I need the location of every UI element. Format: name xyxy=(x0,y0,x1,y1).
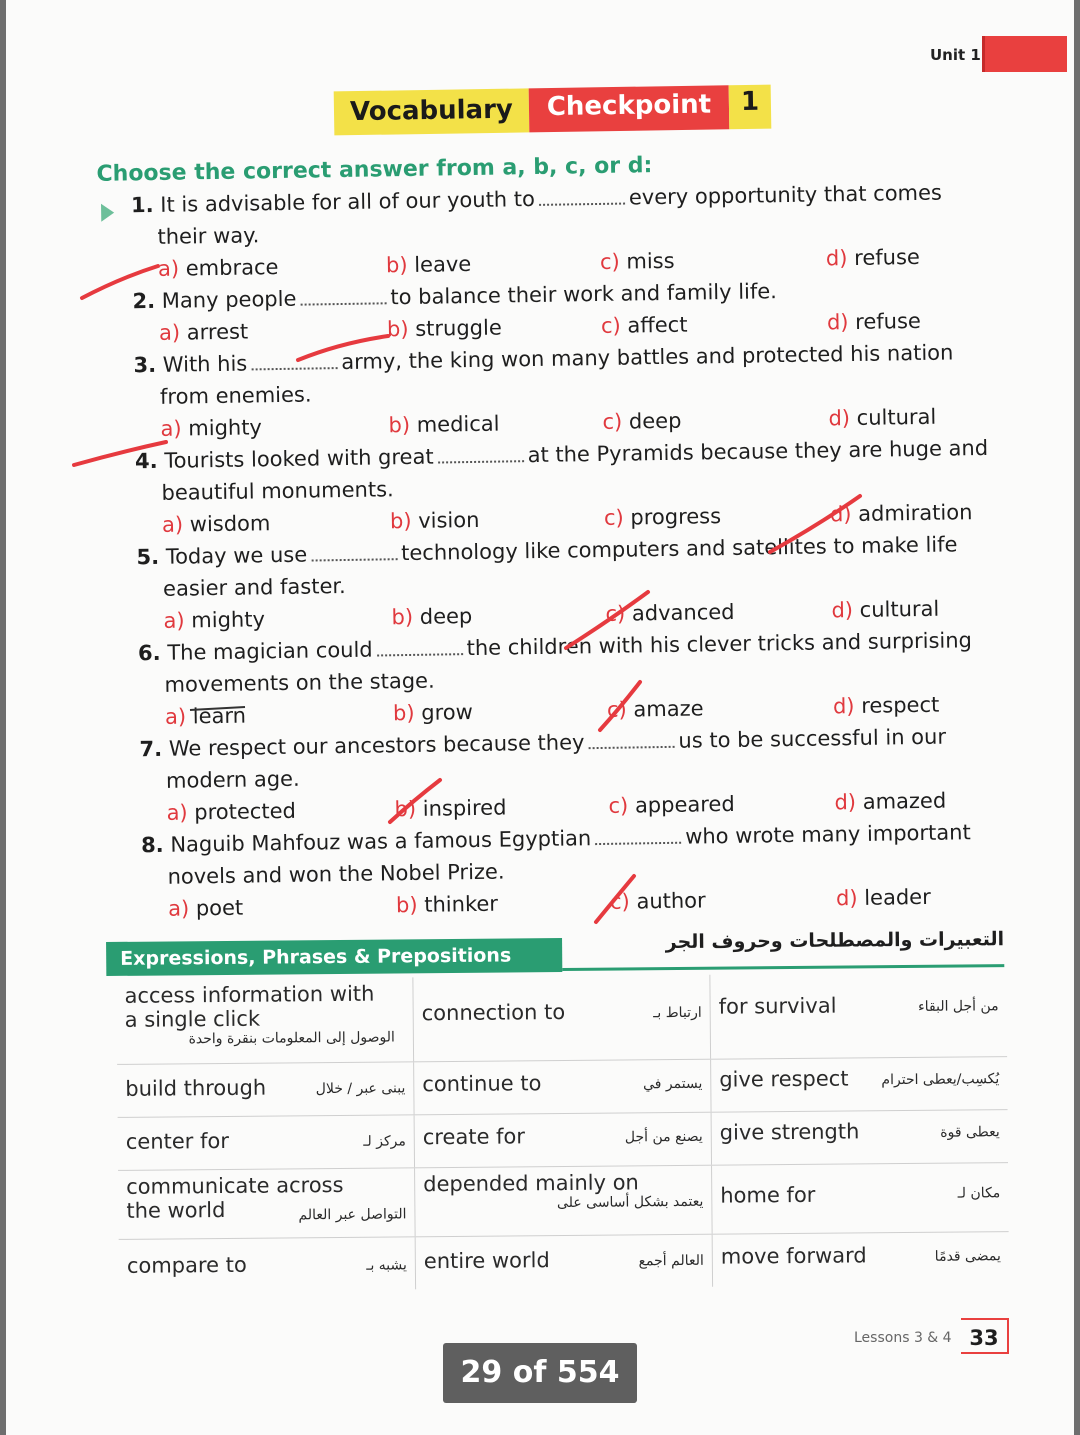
option-5a[interactable]: a) mighty xyxy=(163,607,266,633)
option-1b[interactable]: b) leave xyxy=(385,251,472,278)
option-4d[interactable]: d) admiration xyxy=(829,500,973,527)
option-7c[interactable]: c) appeared xyxy=(608,791,735,818)
question-1: 1. It is advisable for all of our youth to every opportunity that comes xyxy=(130,180,943,218)
option-8a[interactable]: a) poet xyxy=(167,895,244,921)
expr-cell: center for مركز لـ xyxy=(118,1115,415,1170)
expr-cell: home for مكان لـ xyxy=(720,1182,1001,1208)
option-7d[interactable]: d) amazed xyxy=(834,788,947,815)
question-7-cont: modern age. xyxy=(165,766,300,793)
question-8: 8. Naguib Mahfouz was a famous Egyptian who wrote many important xyxy=(140,820,971,858)
expr-cell: create for يصنع من أجل xyxy=(415,1113,712,1168)
question-6-cont: movements on the stage. xyxy=(164,668,435,697)
question-5-cont: easier and faster. xyxy=(162,573,346,601)
instructions: Choose the correct answer from a, b, c, or d: xyxy=(96,153,653,187)
option-5d[interactable]: d) cultural xyxy=(831,596,940,623)
expressions-heading-ar: التعبيرات والمصطلحات وحروف الجر xyxy=(665,928,1005,954)
option-8d[interactable]: d) leader xyxy=(835,884,931,911)
table-row xyxy=(118,1110,1008,1171)
expr-cell: give strength يعطى قوة xyxy=(719,1119,1000,1145)
option-7b[interactable]: b) inspired xyxy=(394,795,507,822)
question-3: 3. With his army, the king won many battles and protected his nation xyxy=(133,340,954,378)
expressions-heading: Expressions, Phrases & Prepositions xyxy=(106,938,562,976)
expressions-section xyxy=(106,928,1009,1306)
option-2a[interactable]: a) arrest xyxy=(158,319,249,345)
option-4a[interactable]: a) wisdom xyxy=(161,511,271,537)
option-3b[interactable]: b) medical xyxy=(388,411,500,438)
title-vocabulary: Vocabulary xyxy=(334,88,530,135)
expr-cell: communicate across the world التواصل عبر العالم xyxy=(118,1168,416,1239)
expr-cell: compare to يشبه بـ xyxy=(119,1237,416,1292)
option-1a[interactable]: a) embrace xyxy=(157,254,279,281)
option-4b[interactable]: b) vision xyxy=(389,507,480,534)
table-row xyxy=(119,1232,1009,1292)
table-row xyxy=(116,972,1007,1065)
expr-cell: for survival من أجل البقاء xyxy=(718,993,999,1019)
expressions-table xyxy=(116,972,1009,1292)
expr-cell: connection to ارتباط بـ xyxy=(413,975,711,1062)
expr-cell: build through يبنى عبر / خلال xyxy=(117,1062,414,1117)
option-2c[interactable]: c) affect xyxy=(600,312,688,338)
option-5b[interactable]: b) deep xyxy=(391,603,473,630)
questions-block xyxy=(86,126,1018,920)
option-8b[interactable]: b) thinker xyxy=(395,891,499,918)
question-3-cont: from enemies. xyxy=(159,382,312,409)
expr-cell: give respect يُكسِب/يعطى احترام xyxy=(719,1066,1000,1092)
option-6a[interactable]: a) learn xyxy=(164,703,247,729)
expr-cell: depended mainly on يعتمد بشكل أساسى على xyxy=(415,1166,713,1237)
page-number: 33 xyxy=(961,1318,1009,1354)
page-counter: 29 of 554 xyxy=(443,1343,637,1403)
question-1-cont: their way. xyxy=(157,223,260,249)
expr-cell: move forward يمضى قدمًا xyxy=(720,1243,1001,1269)
option-6b[interactable]: b) grow xyxy=(392,699,473,726)
question-4-cont: beautiful monuments. xyxy=(161,477,394,505)
section-title xyxy=(334,85,772,136)
option-3a[interactable]: a) mighty xyxy=(160,415,263,441)
unit-tab-bar xyxy=(982,36,1067,72)
question-2: 2. Many people to balance their work and family life. xyxy=(132,279,778,314)
option-1d[interactable]: d) refuse xyxy=(825,244,921,271)
question-8-cont: novels and won the Nobel Prize. xyxy=(167,859,505,889)
lessons-label: Lessons 3 & 4 xyxy=(854,1330,952,1346)
expr-cell: access information with a single click الوصول إلى المعلومات بنقرة واحدة xyxy=(116,977,414,1064)
expr-cell: continue to يستمر في xyxy=(414,1060,711,1115)
play-arrow-icon xyxy=(101,204,114,222)
option-7a[interactable]: a) protected xyxy=(166,798,297,825)
question-4: 4. Tourists looked with great at the Pyramids because they are huge and xyxy=(134,435,989,474)
question-6: 6. The magician could the children with his clever tricks and surprising xyxy=(137,628,973,666)
expressions-underline xyxy=(562,964,1004,971)
textbook-page xyxy=(6,0,1074,1435)
option-8c[interactable]: c) author xyxy=(609,888,706,914)
option-2d[interactable]: d) refuse xyxy=(826,308,922,335)
table-row xyxy=(118,1163,1009,1240)
option-6d[interactable]: d) respect xyxy=(832,692,940,719)
unit-label: Unit 1 xyxy=(930,46,981,64)
question-5: 5. Today we use technology like computers and satellites to make life xyxy=(136,532,958,570)
option-3d[interactable]: d) cultural xyxy=(828,404,937,431)
option-3c[interactable]: c) deep xyxy=(602,408,682,434)
expr-cell: entire world العالم أجمع xyxy=(416,1235,713,1290)
table-row xyxy=(117,1057,1007,1118)
option-2b[interactable]: b) struggle xyxy=(386,315,502,342)
option-6c[interactable]: c) amaze xyxy=(606,696,704,722)
question-7: 7. We respect our ancestors because they us to be successful in our xyxy=(139,724,947,762)
title-number: 1 xyxy=(729,85,772,130)
option-1c[interactable]: c) miss xyxy=(599,248,675,274)
option-4c[interactable]: c) progress xyxy=(603,504,722,530)
title-checkpoint: Checkpoint xyxy=(529,85,730,132)
option-5c[interactable]: c) advanced xyxy=(605,599,735,626)
